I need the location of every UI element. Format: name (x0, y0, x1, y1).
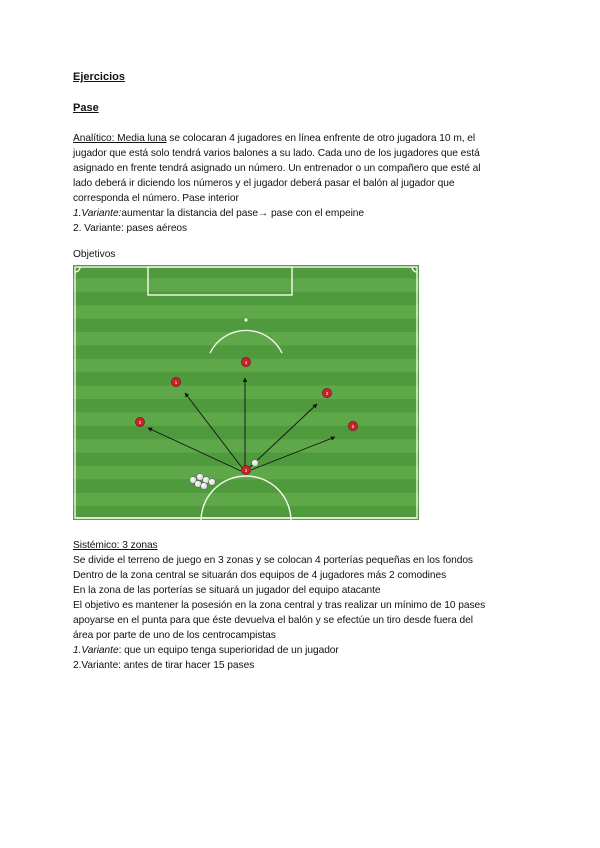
ball-icon (201, 483, 208, 490)
grass-stripe (73, 292, 419, 306)
player-passer-number: 2 (244, 467, 248, 473)
ball-icon (209, 479, 216, 486)
ball-icon (252, 460, 259, 467)
analitico-line-1-text: se colocaran 4 jugadores en línea enfrente de otro jugadora 10 m, el (166, 133, 476, 144)
grass-stripe (73, 332, 419, 346)
penalty-spot (244, 318, 247, 321)
player-1 (171, 377, 180, 386)
grass-stripe (73, 423, 419, 440)
pitch-svg (73, 265, 419, 520)
analitico-line-1 (73, 131, 533, 146)
analitico-paragraph (73, 131, 533, 236)
analitico-line-4: lado deberá ir diciendo los números y el jugador deberá pasar el balón al jugador que (73, 178, 455, 189)
analitico-variante-1 (73, 206, 533, 221)
analitico-line-2: jugador que está solo tendrá varios balones a su lado. Cada uno de los jugadores que está (73, 148, 480, 159)
sistemico-line-4: El objetivo es mantener la posesión en la zona central y tras realizar un mínimo de 10 pases (73, 600, 486, 611)
variante-1-label: 1.Variante: (73, 208, 122, 219)
analitico-title: Analítico: Media luna (73, 133, 167, 144)
grass-stripe (73, 399, 419, 413)
grass-stripe (73, 453, 419, 467)
heading-ejercicios: Ejercicios (73, 71, 125, 83)
sistemico-line-2: Dentro de la zona central se situarán dos equipos de 4 jugadores más 2 comodines (73, 570, 447, 581)
grass-stripe (73, 278, 419, 292)
analitico-line-5: corresponda el número. Pase interior (73, 193, 239, 204)
grass-stripe (73, 493, 419, 507)
sistemico-paragraph (73, 538, 533, 673)
sistemico-variante-1-label: 1.Variante (73, 645, 119, 656)
grass-stripe (73, 412, 419, 426)
pitch-diagram (73, 265, 419, 520)
sistemico-line-6: área por parte de uno de los centrocampistas (73, 630, 276, 641)
objetivos-label: Objetivos (73, 249, 116, 260)
player-3-number: 3 (325, 390, 329, 396)
player-4-number: 4 (244, 359, 248, 365)
grass-stripes (73, 265, 419, 520)
analitico-line-3: asignado en frente tendrá asignado un número. Un entrenador o un compañero que esté al (73, 163, 481, 174)
ball-icon (197, 474, 204, 481)
variante-1-text: aumentar la distancia del pase→ pase con el empeine (121, 208, 365, 219)
player-3 (322, 388, 331, 397)
sistemico-title: Sistémico: 3 zonas (73, 540, 158, 551)
sistemico-variante-1 (73, 643, 533, 658)
heading-pase: Pase (73, 102, 99, 114)
player-2 (135, 417, 144, 426)
sistemico-line-1: Se divide el terreno de juego en 3 zonas y se colocan 4 porterías pequeñas en los fondos (73, 555, 473, 566)
player-4 (241, 357, 250, 366)
grass-stripe (73, 479, 419, 493)
player-passer (241, 465, 250, 474)
player-2-number: 2 (138, 419, 142, 425)
sistemico-line-5: apoyarse en el punta para que éste devuelva el balón y se efectúe un tiro desde fuera del (73, 615, 473, 626)
analitico-variante-2: 2. Variante: pases aéreos (73, 223, 188, 234)
player-5 (348, 421, 357, 430)
player-5-number: 5 (351, 423, 355, 429)
grass-stripe (73, 386, 419, 400)
grass-stripe (73, 439, 419, 453)
player-1-number: 1 (174, 379, 178, 385)
sistemico-variante-1-text: : que un equipo tenga superioridad de un jugador (118, 645, 339, 656)
sistemico-line-3: En la zona de las porterías se situará un jugador del equipo atacante (73, 585, 381, 596)
sistemico-variante-2: 2.Variante: antes de tirar hacer 15 pases (73, 660, 255, 671)
grass-stripe (73, 372, 419, 386)
grass-stripe (73, 305, 419, 319)
